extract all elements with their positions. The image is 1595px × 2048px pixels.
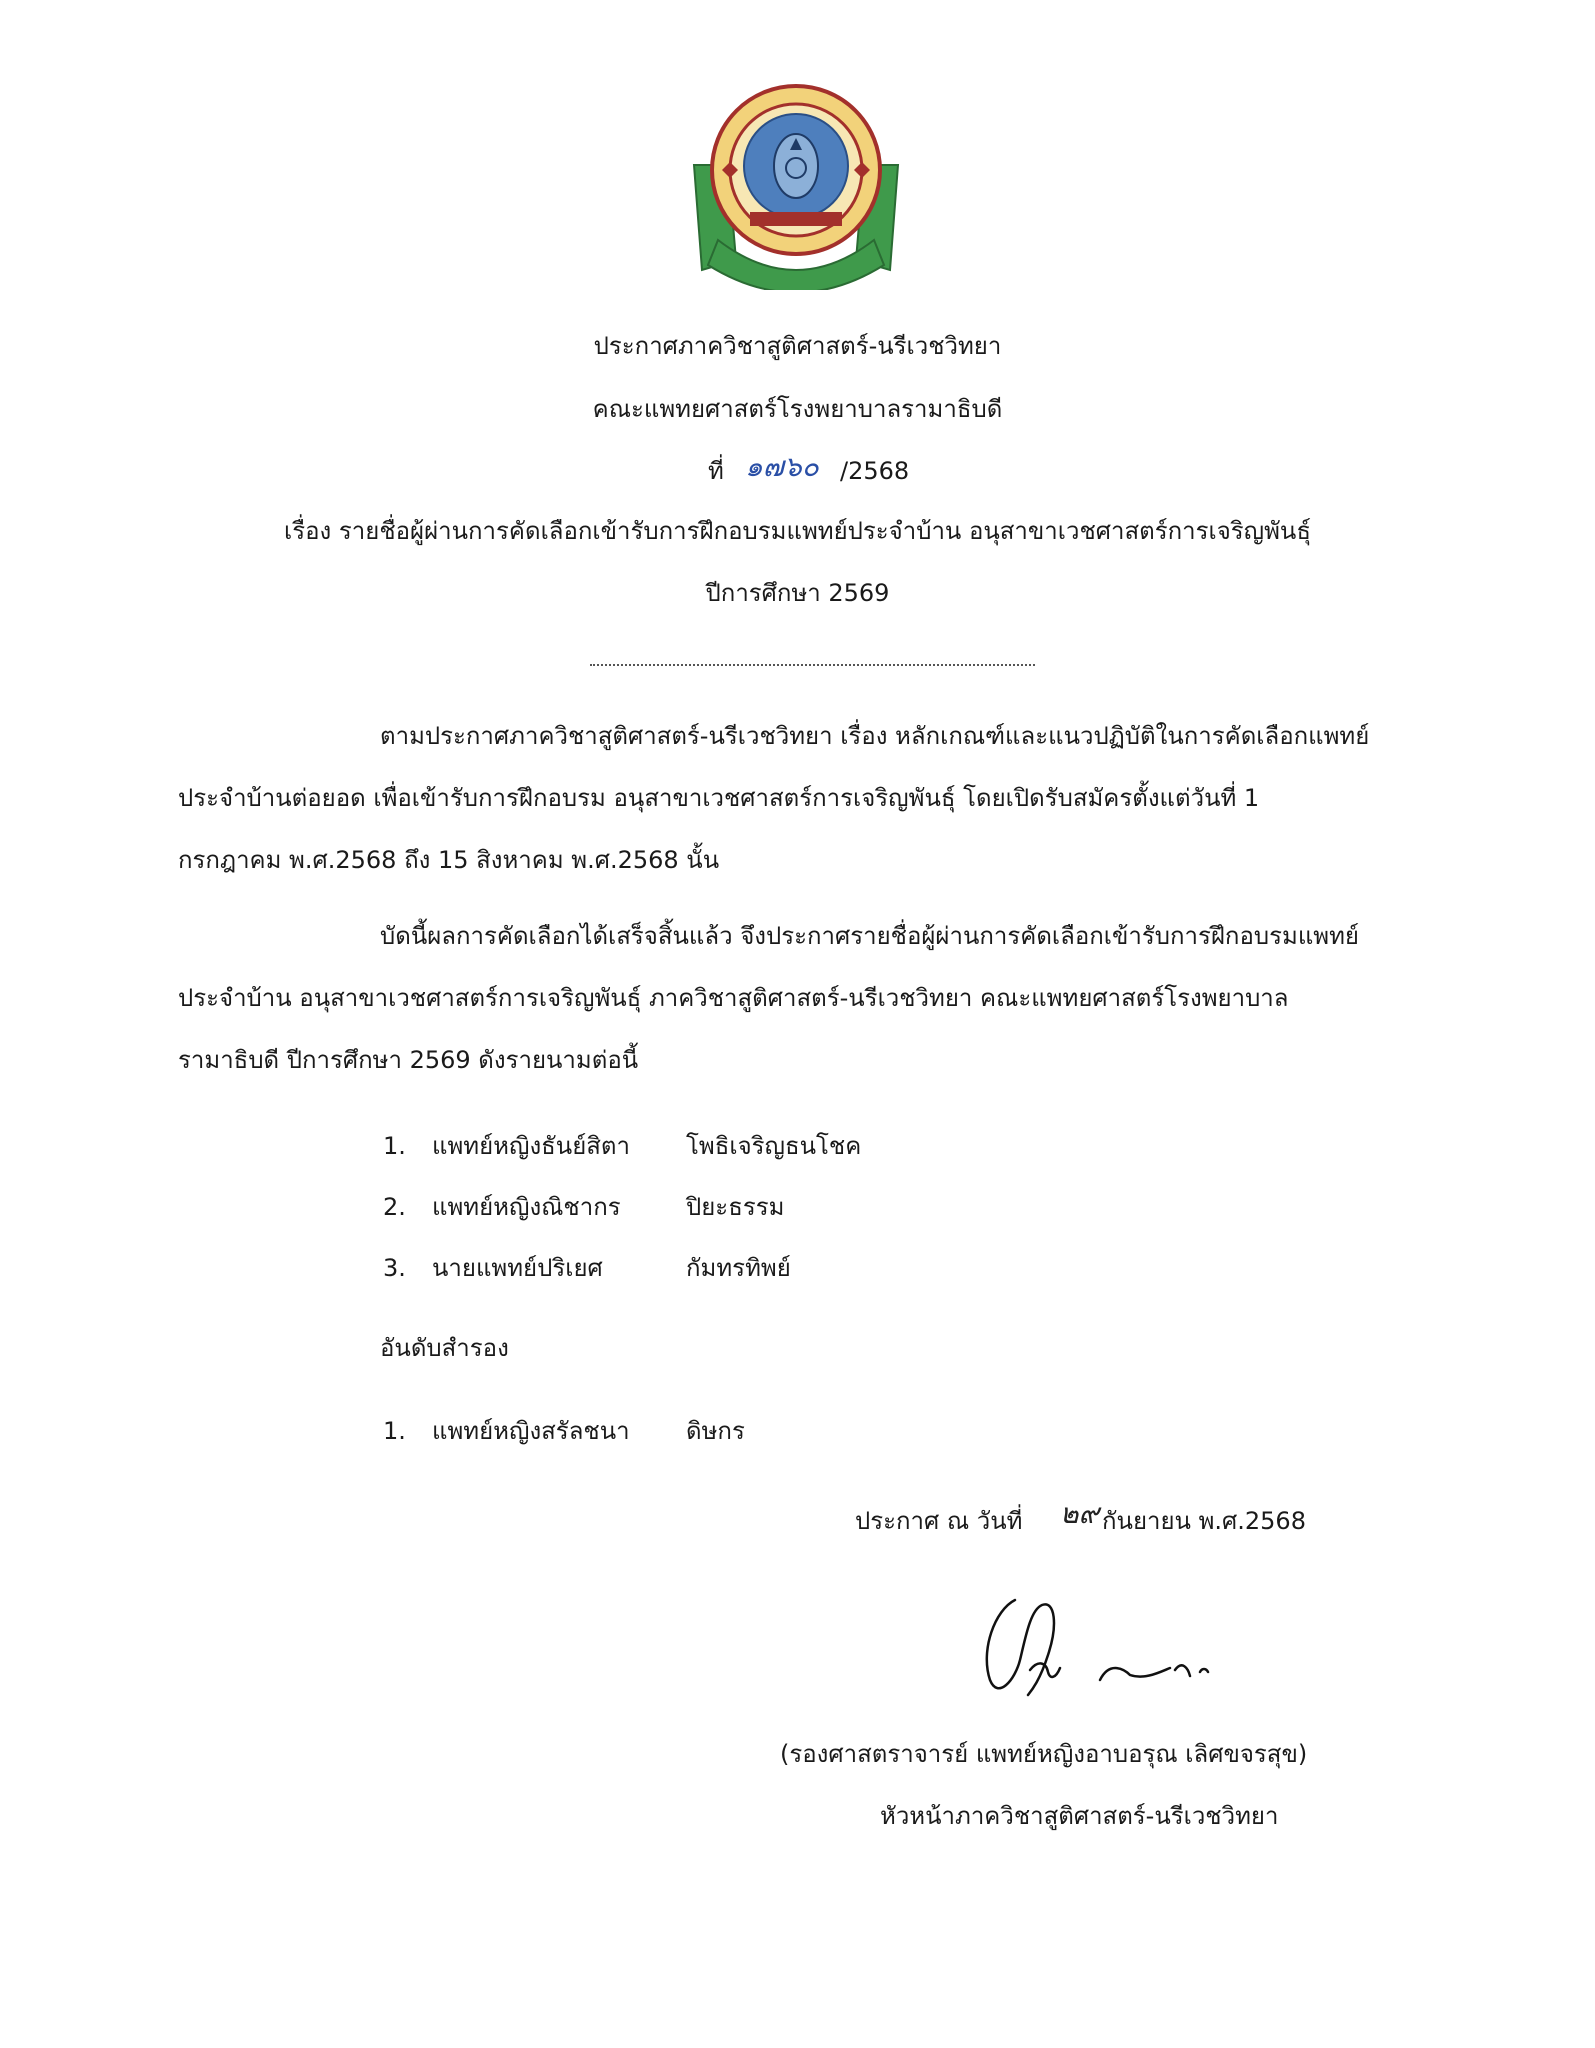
list-item-first-name: แพทย์หญิงณิชากร [432,1193,621,1221]
list-item-number: 2. [383,1193,406,1221]
signer-name: (รองศาสตราจารย์ แพทย์หญิงอาบอรุณ เลิศขจรสุข) [780,1740,1308,1768]
list-item-number: 3. [383,1254,406,1282]
reserve-heading: อันดับสำรอง [380,1334,509,1362]
para1-line2: ประจำบ้านต่อยอด เพื่อเข้ารับการฝึกอบรม อนุสาขาเวชศาสตร์การเจริญพันธุ์ โดยเปิดรับสมัครตั้งแต่วันที่ 1 [178,784,1260,812]
announce-date-day-handwritten: ๒๙ [1060,1497,1099,1530]
list-item-first-name: แพทย์หญิงสรัลชนา [432,1417,630,1445]
doc-number-handwritten: ๑๗๖๐ [745,450,819,483]
list-item-last-name: ปิยะธรรม [686,1193,785,1221]
doc-number-suffix: /2568 [840,457,910,485]
subject-line1: เรื่อง รายชื่อผู้ผ่านการคัดเลือกเข้ารับการฝึกอบรมแพทย์ประจำบ้าน อนุสาขาเวชศาสตร์การเจริญพันธุ์ [284,517,1311,545]
subject-line2: ปีการศึกษา 2569 [705,579,890,607]
para1-line1: ตามประกาศภาควิชาสูติศาสตร์-นรีเวชวิทยา เรื่อง หลักเกณฑ์และแนวปฏิบัติในการคัดเลือกแพทย์ [380,722,1370,750]
para2-line3: รามาธิบดี ปีการศึกษา 2569 ดังรายนามต่อนี้ [178,1046,639,1074]
handwritten-signature [960,1580,1250,1710]
para2-line2: ประจำบ้าน อนุสาขาเวชศาสตร์การเจริญพันธุ์ ภาควิชาสูติศาสตร์-นรีเวชวิทยา คณะแพทยศาสตร์โรงพยาบาล [178,984,1289,1012]
signer-title: หัวหน้าภาควิชาสูติศาสตร์-นรีเวชวิทยา [880,1802,1279,1830]
doc-number-prefix: ที่ [708,457,724,485]
list-item-first-name: นายแพทย์ปริเยศ [432,1254,603,1282]
para1-line3: กรกฎาคม พ.ศ.2568 ถึง 15 สิงหาคม พ.ศ.2568 นั้น [178,846,720,874]
ramathibodi-seal-logo [688,70,904,290]
separator-dotted-line [590,664,1035,666]
list-item-first-name: แพทย์หญิงธันย์สิตา [432,1132,630,1160]
header-line2: คณะแพทยศาสตร์โรงพยาบาลรามาธิบดี [592,395,1003,423]
list-item-number: 1. [383,1132,406,1160]
list-item-last-name: กัมทรทิพย์ [686,1254,791,1282]
list-item-last-name: ดิษกร [686,1417,745,1445]
list-item-number: 1. [383,1417,406,1445]
header-line1: ประกาศภาควิชาสูติศาสตร์-นรีเวชวิทยา [593,332,1002,360]
para2-line1: บัดนี้ผลการคัดเลือกได้เสร็จสิ้นแล้ว จึงประกาศรายชื่อผู้ผ่านการคัดเลือกเข้ารับการฝึกอบรมแพทย์ [380,922,1359,950]
seal-center-band [750,212,842,226]
announce-date-prefix: ประกาศ ณ วันที่ [855,1507,1023,1535]
list-item-last-name: โพธิเจริญธนโชค [686,1132,862,1160]
announce-date-suffix: กันยายน พ.ศ.2568 [1102,1507,1306,1535]
